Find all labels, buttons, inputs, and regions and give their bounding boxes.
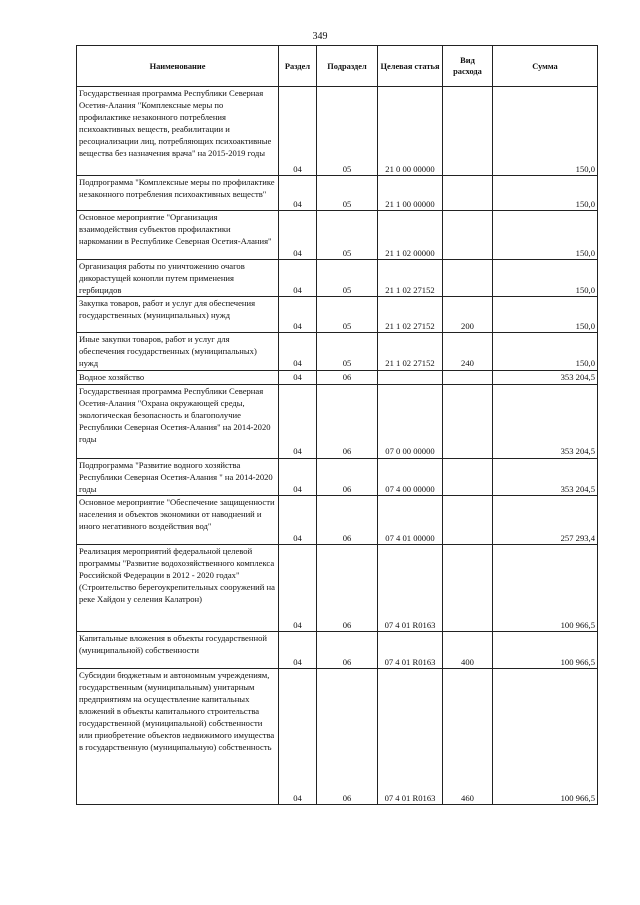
row-target: 21 1 02 27152 [378, 333, 443, 370]
table-row [77, 384, 598, 458]
row-sum: 150,0 [493, 176, 598, 211]
table-row [77, 495, 598, 544]
row-name: Государственная программа Республики Северная Осетия-Алания "Комплексные меры по профилактике незаконного потребления психоактивных веществ, реабилитации и ресоциализации лиц, потребляющих психоактивные вещества без назначения врача" на 2015-2019 годы [77, 87, 279, 176]
row-expense [443, 544, 493, 631]
row-subsection: 06 [317, 668, 378, 804]
row-subsection: 05 [317, 333, 378, 370]
row-subsection: 06 [317, 495, 378, 544]
row-target: 07 4 01 R0163 [378, 631, 443, 668]
row-sum: 150,0 [493, 87, 598, 176]
page-number: 349 [312, 31, 328, 42]
row-target: 21 1 02 27152 [378, 297, 443, 333]
table-row [77, 458, 598, 495]
row-subsection: 06 [317, 631, 378, 668]
table-row [77, 333, 598, 370]
row-expense [443, 260, 493, 297]
row-target: 21 1 02 00000 [378, 211, 443, 260]
row-expense: 400 [443, 631, 493, 668]
row-subsection: 05 [317, 87, 378, 176]
row-section: 04 [279, 87, 317, 176]
row-name: Государственная программа Республики Северная Осетия-Алания "Охрана окружающей среды, экологическая безопасность и благополучие Республики Северная Осетия-Алания" на 2014-2020 годы [77, 384, 279, 458]
row-sum: 100 966,5 [493, 631, 598, 668]
row-subsection: 05 [317, 176, 378, 211]
header-expense: Вид расхода [443, 46, 493, 87]
row-sum: 100 966,5 [493, 544, 598, 631]
row-section: 04 [279, 333, 317, 370]
header-section: Раздел [279, 46, 317, 87]
row-expense [443, 211, 493, 260]
table-row [77, 297, 598, 333]
row-sum: 150,0 [493, 297, 598, 333]
row-name: Организация работы по уничтожению очагов дикорастущей конопли путем применения гербицидов [77, 260, 279, 297]
row-name: Закупка товаров, работ и услуг для обеспечения государственных (муниципальных) нужд [77, 297, 279, 333]
row-target: 21 1 02 27152 [378, 260, 443, 297]
budget-table [76, 45, 598, 805]
row-target: 07 4 01 R0163 [378, 544, 443, 631]
row-target: 21 1 00 00000 [378, 176, 443, 211]
row-name: Подпрограмма "Комплексные меры по профилактике незаконного потребления психоактивных веществ" [77, 176, 279, 211]
row-expense [443, 176, 493, 211]
row-section: 04 [279, 544, 317, 631]
table-row [77, 87, 598, 176]
row-expense [443, 495, 493, 544]
row-sum: 353 204,5 [493, 384, 598, 458]
row-section: 04 [279, 668, 317, 804]
row-target: 21 0 00 00000 [378, 87, 443, 176]
row-expense [443, 370, 493, 384]
header-target: Целевая статья [378, 46, 443, 87]
row-section: 04 [279, 631, 317, 668]
header-subsection: Подраздел [317, 46, 378, 87]
row-subsection: 06 [317, 544, 378, 631]
table-row [77, 668, 598, 804]
row-sum: 353 204,5 [493, 370, 598, 384]
table-header-row [77, 46, 598, 87]
row-section: 04 [279, 458, 317, 495]
header-sum: Сумма [493, 46, 598, 87]
row-name: Подпрограмма "Развитие водного хозяйства Республики Северная Осетия-Алания " на 2014-2020 годы [77, 458, 279, 495]
row-section: 04 [279, 384, 317, 458]
row-expense: 240 [443, 333, 493, 370]
row-target: 07 4 01 R0163 [378, 668, 443, 804]
row-section: 04 [279, 370, 317, 384]
table-row [77, 211, 598, 260]
row-expense [443, 87, 493, 176]
row-section: 04 [279, 176, 317, 211]
row-target: 07 4 01 00000 [378, 495, 443, 544]
row-sum: 150,0 [493, 211, 598, 260]
row-sum: 150,0 [493, 333, 598, 370]
row-sum: 257 293,4 [493, 495, 598, 544]
row-section: 04 [279, 297, 317, 333]
row-subsection: 06 [317, 458, 378, 495]
row-expense [443, 458, 493, 495]
row-sum: 353 204,5 [493, 458, 598, 495]
row-name: Иные закупки товаров, работ и услуг для обеспечения государственных (муниципальных) нужд [77, 333, 279, 370]
row-subsection: 05 [317, 297, 378, 333]
row-expense: 460 [443, 668, 493, 804]
table-row [77, 631, 598, 668]
row-name: Субсидии бюджетным и автономным учреждениям, государственным (муниципальным) унитарным предприятиям на осуществление капитальных вложений в объекты капитального строительства государственной (муниципальной) собственности или приобретение объектов недвижимого имущества в государственную (муниципальную) собственность [77, 668, 279, 804]
table-row [77, 544, 598, 631]
row-target: 07 4 00 00000 [378, 458, 443, 495]
row-subsection: 06 [317, 370, 378, 384]
row-section: 04 [279, 211, 317, 260]
row-target [378, 370, 443, 384]
row-expense: 200 [443, 297, 493, 333]
row-name: Реализация мероприятий федеральной целевой программы "Развитие водохозяйственного комплекса Российской Федерации в 2012 - 2020 годах" (Строительство берегоукрепительных сооружений на реке Хайдон у селения Калатрон) [77, 544, 279, 631]
row-name: Основное мероприятие "Организация взаимодействия субъектов профилактики наркомании в Республике Северная Осетия-Алания" [77, 211, 279, 260]
row-target: 07 0 00 00000 [378, 384, 443, 458]
row-subsection: 06 [317, 384, 378, 458]
row-section: 04 [279, 260, 317, 297]
row-section: 04 [279, 495, 317, 544]
table-row [77, 260, 598, 297]
header-name: Наименование [77, 46, 279, 87]
row-subsection: 05 [317, 211, 378, 260]
row-name: Капитальные вложения в объекты государственной (муниципальной) собственности [77, 631, 279, 668]
table-row [77, 176, 598, 211]
row-name: Водное хозяйство [77, 370, 279, 384]
row-sum: 100 966,5 [493, 668, 598, 804]
table-row [77, 370, 598, 384]
row-sum: 150,0 [493, 260, 598, 297]
row-subsection: 05 [317, 260, 378, 297]
row-name: Основное мероприятие "Обеспечение защищенности населения и объектов экономики от наводнений и иного негативного воздействия вод" [77, 495, 279, 544]
row-expense [443, 384, 493, 458]
